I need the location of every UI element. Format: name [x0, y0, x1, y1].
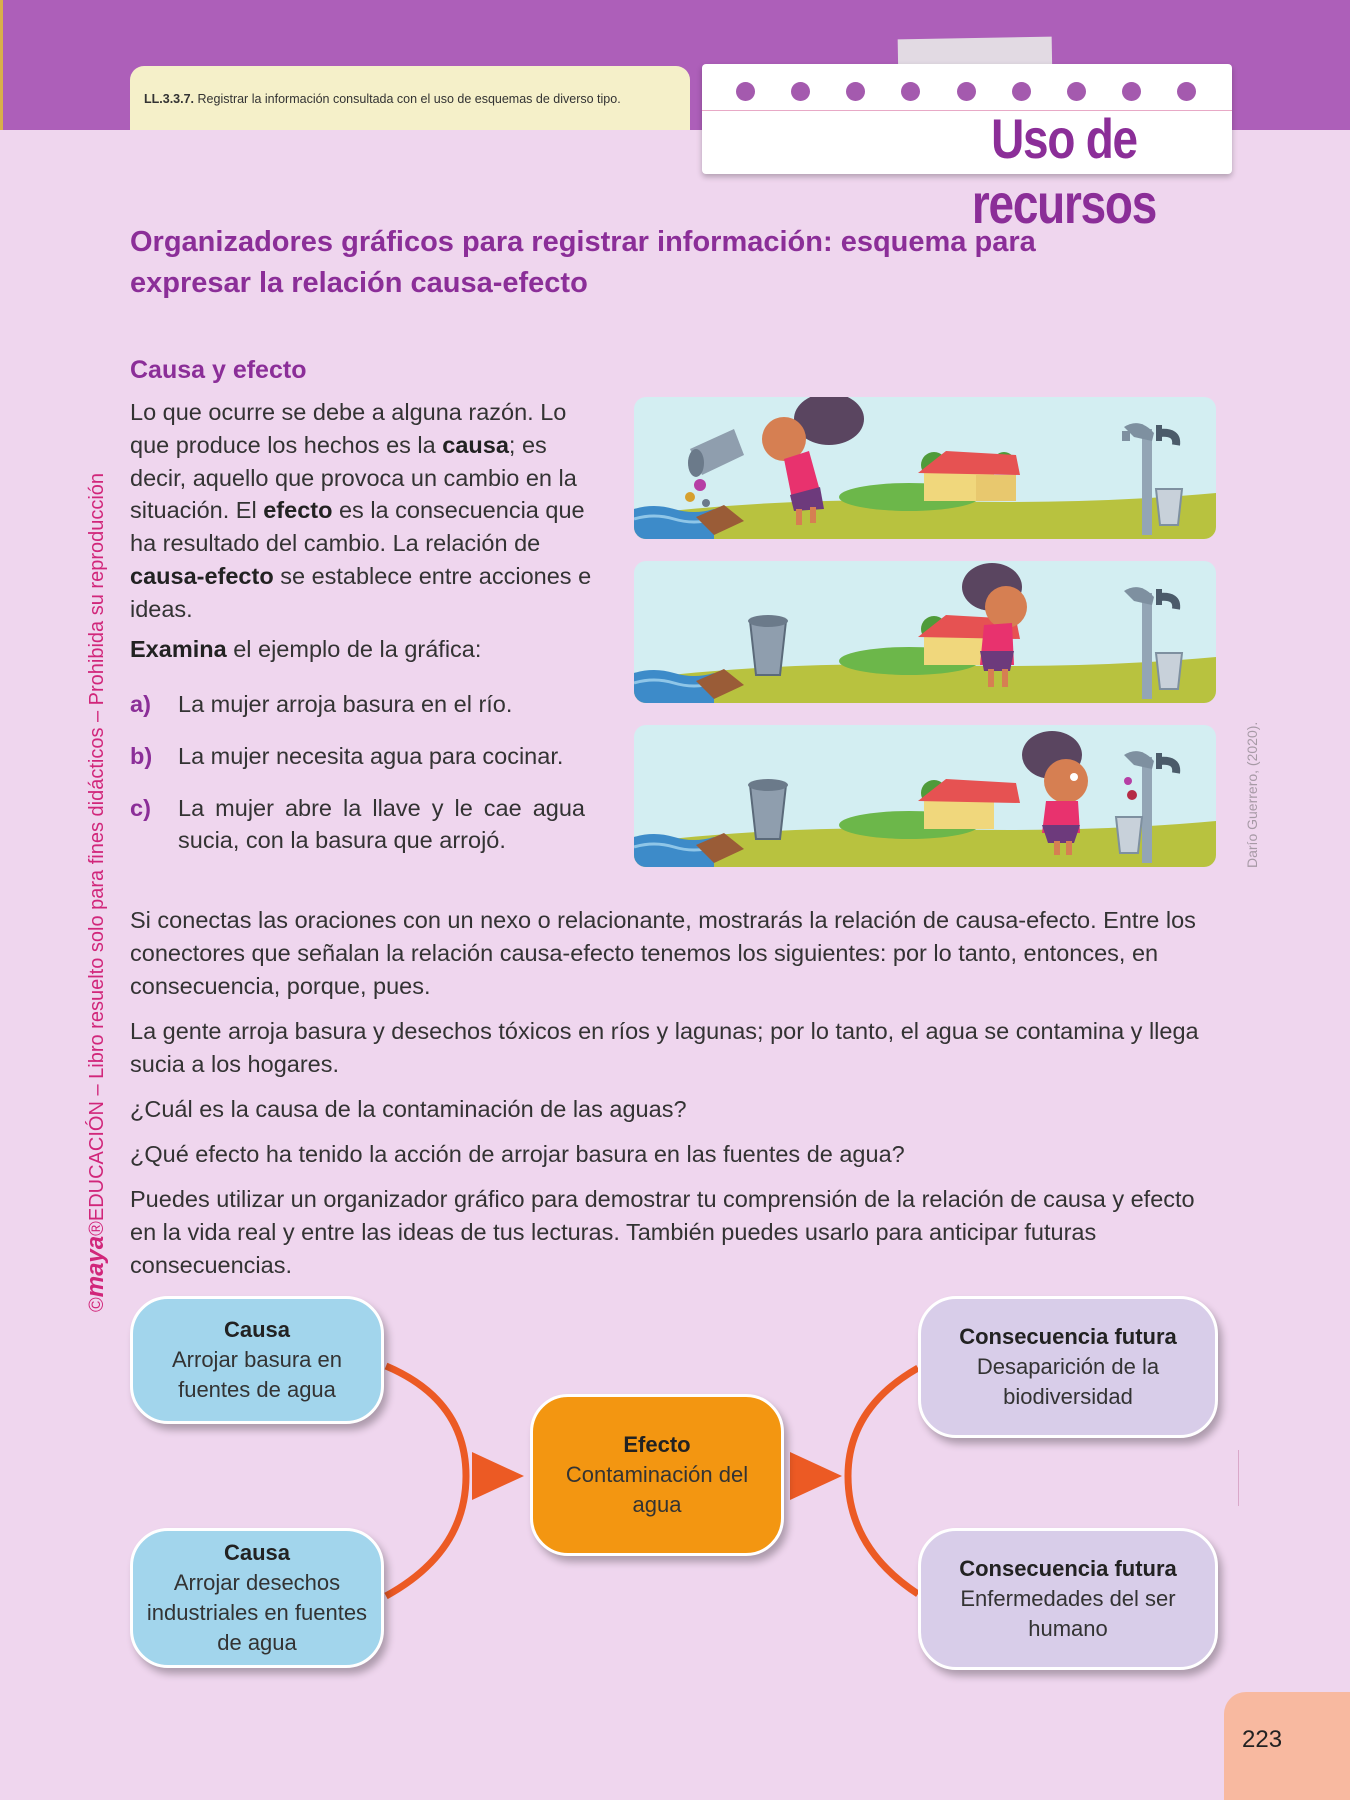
illustration-panel-1 [634, 397, 1216, 539]
brand-logo: maya [82, 1235, 109, 1298]
cause-box-1 [130, 1296, 384, 1424]
notebook-holes [736, 82, 1196, 102]
question-2: ¿Qué efecto ha tenido la acción de arrojar basura en las fuentes de agua? [130, 1141, 905, 1167]
example-paragraph: La gente arroja basura y desechos tóxicos en ríos y lagunas; por lo tanto, el agua se contamina y llega sucia a los hogares. [130, 1018, 1199, 1077]
page-title: Organizadores gráficos para registrar información: esquema para expresar la relación causa-efecto [130, 226, 1036, 299]
standard-text: Registrar la información consultada con el uso de esquemas de diverso tipo. [197, 92, 621, 106]
copyright-text: EDUCACIÓN – Libro resuelto solo para fines didácticos – Prohibida su reproducción [86, 472, 108, 1222]
future-label: Consecuencia futura [959, 1556, 1177, 1581]
list-letter: c) [130, 794, 151, 821]
arrow-right-icon [790, 1452, 842, 1500]
future-consequence-box-1 [918, 1296, 1218, 1438]
example-list [130, 688, 585, 876]
illustration-panel-3 [634, 725, 1216, 867]
examine-instruction: Examina el ejemplo de la gráfica: [130, 636, 482, 662]
page-number: 223 [1224, 1692, 1350, 1800]
examine-bold: Examina [130, 636, 227, 662]
list-letter: a) [130, 691, 151, 717]
connectors-paragraph: Si conectas las oraciones con un nexo o relacionante, mostrarás la relación de causa-efecto. Entre los conectores que señalan la relación causa-efecto tenemos los siguientes: por lo tanto, entonces, en consecuencia, porque, pues. [130, 907, 1196, 999]
arrow-right-icon [472, 1452, 524, 1500]
effect-label: Efecto [623, 1432, 691, 1457]
term-efecto: efecto [263, 497, 333, 524]
illustration-panel-2 [634, 561, 1216, 703]
organizer-paragraph: Puedes utilizar un organizador gráfico para demostrar tu comprensión de la relación de causa y efecto en la vida real y entre las ideas de tus lecturas. También puedes usarlo para anticipar futuras consecuencias. [130, 1186, 1195, 1278]
section-title: Causa y efecto [130, 356, 307, 384]
side-copyright [82, 473, 110, 1312]
effect-text: Contaminación del agua [565, 1462, 749, 1517]
standard-code: LL.3.3.7. [144, 92, 195, 106]
future-text: Desaparición de la biodiversidad [976, 1354, 1160, 1409]
copyright-symbol: © [86, 1297, 108, 1312]
question-1: ¿Cuál es la causa de la contaminación de las aguas? [130, 1096, 687, 1122]
term-causa-efecto: causa-efecto [130, 562, 274, 589]
list-item [130, 688, 585, 721]
future-label: Consecuencia futura [959, 1324, 1177, 1349]
future-text: Enfermedades del ser humano [960, 1586, 1176, 1641]
margin-tick [1238, 1450, 1239, 1506]
section-label: Uso de recursos [971, 107, 1157, 235]
cause-box-2 [130, 1528, 384, 1668]
list-text: La mujer necesita agua para cocinar. [178, 742, 564, 769]
list-text: La mujer arroja basura en el río. [178, 691, 513, 717]
future-consequence-box-2 [918, 1528, 1218, 1670]
term-causa: causa [442, 431, 509, 458]
cause-text: Arrojar basura en fuentes de agua [172, 1347, 342, 1402]
list-text: La mujer abre la llave y le cae agua sucia, con la basura que arrojó. [178, 794, 585, 854]
list-item [130, 792, 585, 858]
cause-label: Causa [223, 1540, 291, 1565]
section-note-card [702, 64, 1232, 235]
cause-label: Causa [223, 1317, 291, 1342]
cause-text: Arrojar desechos industriales en fuentes de agua [146, 1570, 368, 1655]
curriculum-standard [130, 66, 690, 130]
intro-paragraph: Lo que ocurre se debe a alguna razón. Lo que produce los hechos es la causa; es decir, aquello que provoca un cambio en la situación. El efecto es la consecuencia que ha resultado del cambio. La relación de causa-efecto se establece entre acciones e ideas. [130, 399, 592, 622]
registered-symbol: ® [86, 1221, 108, 1236]
image-credit: Darío Guerrero, (2020). [1244, 721, 1260, 868]
list-letter: b) [130, 742, 153, 769]
effect-box [530, 1394, 784, 1556]
list-item [130, 740, 585, 773]
